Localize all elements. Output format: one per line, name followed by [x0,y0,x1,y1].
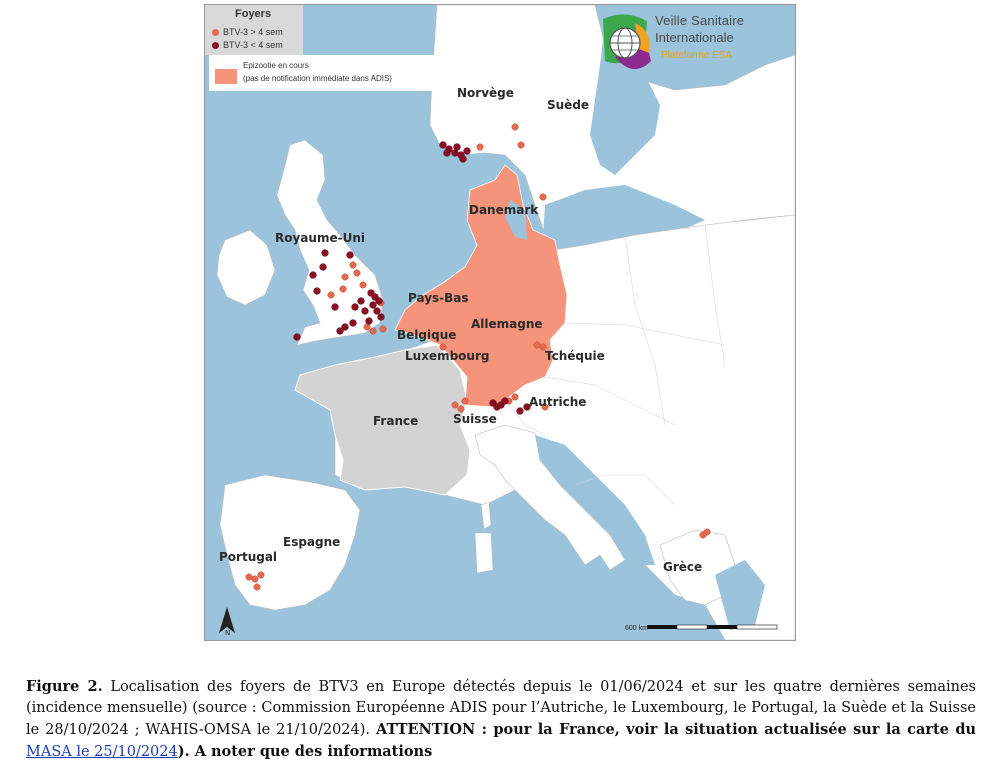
caption-text: Localisation des foyers de BTV3 en Europe détectés depuis le 01/06/2024 et sur les quatre dernières semaines (incidence mensuelle) (source : Commission Européenne ADIS pour l’Autriche, le Luxembourg, le Portugal, la Suède et la Suisse le 28/10/2024 ; WAHIS-OMSA le 21/10/2024). [26,679,976,738]
ireland [217,230,275,305]
old-outbreak-point [258,572,264,578]
country-label: France [373,414,419,428]
recent-outbreak-point [517,408,524,415]
map-canvas [205,5,795,640]
figure-label: Figure 2. [26,678,103,695]
old-outbreak-point [518,142,524,148]
old-outbreak-point [380,326,386,332]
old-outbreak-point [350,262,356,268]
old-outbreak-point [342,274,348,280]
country-label: Pays-Bas [408,291,469,305]
country-label: Royaume-Uni [275,231,365,245]
recent-outbreak-point [370,302,377,309]
epizootie-swatch [215,69,237,84]
masa-link[interactable]: MASA le 25/10/2024 [26,744,178,760]
country-label: Grèce [663,560,703,574]
recent-outbreak-point [366,318,373,325]
sardinia [475,533,493,573]
country-label: Danemark [469,203,539,217]
country-label: Suisse [453,412,497,426]
country-label: Suède [547,98,590,112]
recent-outbreak-point [444,150,451,157]
epizootie-label: Epizootie en cours [243,61,309,70]
old-outbreak-point [252,576,258,582]
recent-outbreak-point [376,298,383,305]
caption-end: ). A noter que des informations [177,743,433,760]
country-label: Norvège [457,86,514,100]
old-outbreak-point [246,574,252,580]
country-label: Luxembourg [405,349,490,363]
old-outbreak-point [360,282,366,288]
recent-outbreak-point [347,252,354,259]
old-outbreak-dot-icon [212,29,219,36]
recent-outbreak-point [460,156,467,163]
recent-outbreak-point [352,304,359,311]
legend-item-old [212,27,283,37]
country-label: Autriche [529,395,587,409]
legend-label-old: BTV-3 > 4 sem [223,27,283,37]
country-label: Portugal [219,550,278,564]
recent-outbreak-point [374,308,381,315]
svg-text:N: N [225,629,231,637]
recent-outbreak-point [320,264,327,271]
country-label: Espagne [283,535,341,549]
old-outbreak-point [477,144,483,150]
figure-caption [26,676,976,763]
recent-outbreak-point [322,250,329,257]
old-outbreak-point [354,270,360,276]
recent-outbreak-point [350,320,357,327]
old-outbreak-point [452,402,458,408]
legend-label-recent: BTV-3 < 4 sem [223,40,283,50]
scale-bar [647,625,777,629]
recent-outbreak-point [454,144,461,151]
legend-item-recent [212,40,283,50]
old-outbreak-point [512,394,518,400]
recent-outbreak-point [294,334,301,341]
old-outbreak-point [540,194,546,200]
old-outbreak-point [340,286,346,292]
old-outbreak-point [328,292,334,298]
country-label: Belgique [397,328,457,342]
country-label: Tchéquie [545,349,605,363]
north-arrow-icon [219,607,235,637]
recent-outbreak-point [464,148,471,155]
globe-icon [595,9,655,79]
recent-outbreak-point [358,298,365,305]
old-outbreak-point [254,584,260,590]
recent-outbreak-point [332,304,339,311]
old-outbreak-point [512,124,518,130]
old-outbreak-point [534,342,540,348]
recent-outbreak-point [337,328,344,335]
recent-outbreak-point [440,142,447,149]
recent-outbreak-point [314,288,321,295]
recent-outbreak-point [362,308,369,315]
map [204,4,796,641]
old-outbreak-point [364,324,370,330]
caption-warning: ATTENTION : pour la France, voir la situation actualisée sur la carte du [375,721,976,738]
epizootie-note: (pas de notification immédiate dans ADIS) [243,74,392,83]
old-outbreak-point [462,398,468,404]
logo [595,9,791,79]
legend-epizootie [209,55,445,91]
old-outbreak-point [370,328,376,334]
logo-subtitle: Plateforme ESA [661,50,733,61]
recent-outbreak-point [502,398,509,405]
logo-title-line1: Veille Sanitaire [655,13,745,28]
legend [205,5,303,55]
country-label: Allemagne [471,317,543,331]
recent-outbreak-point [310,272,317,279]
recent-outbreak-dot-icon [212,42,219,49]
recent-outbreak-point [378,314,385,321]
scale-label: 600 km [625,625,648,632]
logo-title-line2: Internationale [655,30,734,45]
old-outbreak-point [700,532,706,538]
legend-title: Foyers [235,8,272,20]
